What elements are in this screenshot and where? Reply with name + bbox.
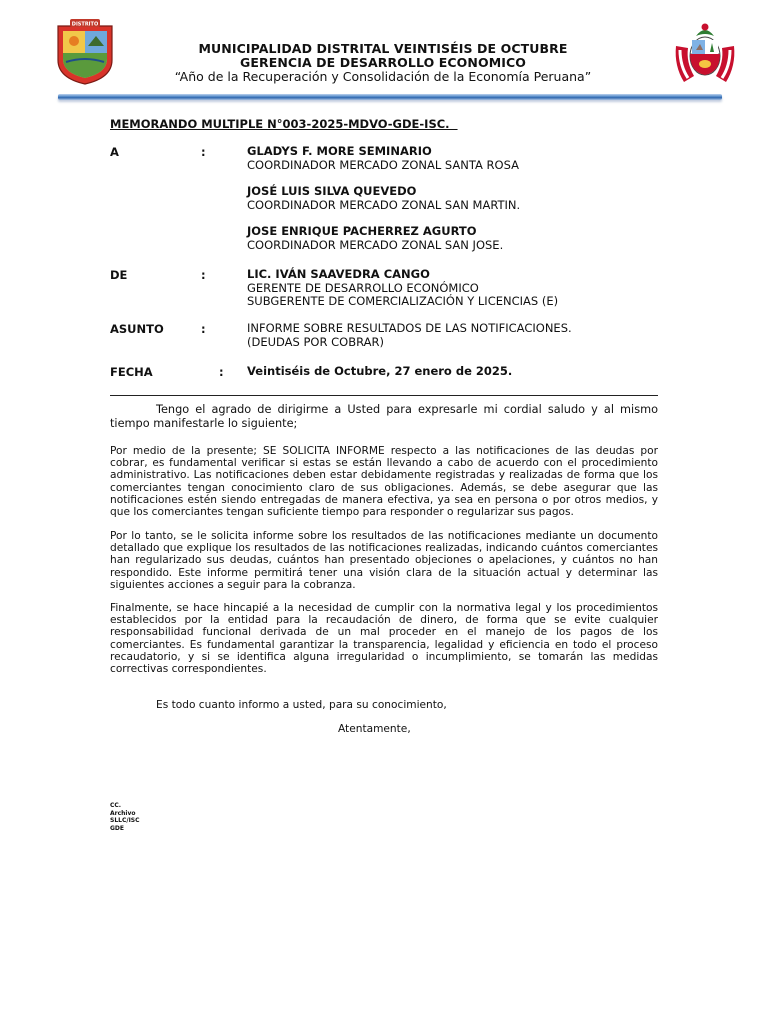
cc-line: CC. xyxy=(110,802,122,809)
sender-role-2: SUBGERENTE DE COMERCIALIZACIÓN Y LICENCIAS (E) xyxy=(247,294,559,308)
recipient-role: COORDINADOR MERCADO ZONAL SAN MARTIN. xyxy=(247,197,521,212)
date-label: FECHA xyxy=(110,365,153,379)
body-paragraph-2: Por lo tanto, se le solicita informe sobre los resultados de las notificaciones mediante un documento detallado que explique los resultados de las notificaciones realizadas, indicando cuántos comerciantes han regularizado sus deudas, cuántos han presentado objeciones o apelaciones, y cuántos no han respondido. Este informe permitirá tener una visión clara de la situación actual y determinar las siguientes acciones a seguir para la cobranza. xyxy=(110,530,658,591)
subject-line-2: (DEUDAS POR COBRAR) xyxy=(247,334,384,349)
to-label: A xyxy=(110,145,119,159)
organization-name: MUNICIPALIDAD DISTRITAL VEINTISÉIS DE OCTUBRE xyxy=(198,41,568,56)
subject-label: ASUNTO xyxy=(110,322,164,336)
from-colon: : xyxy=(201,268,206,282)
peru-coat-of-arms-icon xyxy=(672,16,738,88)
logo-label: DISTRITO xyxy=(71,21,99,28)
cc-line: GDE xyxy=(110,824,125,832)
year-motto: “Año de la Recuperación y Consolidación de la Economía Peruana” xyxy=(174,69,592,84)
subject-colon: : xyxy=(201,322,206,336)
header-divider-bar xyxy=(58,94,722,100)
signoff: Atentamente, xyxy=(338,723,411,735)
section-divider xyxy=(110,395,658,396)
recipient-1 xyxy=(247,145,519,172)
body-paragraph-1: Por medio de la presente; SE SOLICITA INFORME respecto a las notificaciones de las deudas por cobrar, es fundamental verificar si estas se están llevando a cabo de acuerdo con el procedimiento administrativo. Las notificaciones deben estar debidamente registradas y realizadas de forma que los comerciantes tengan conocimiento claro de sus obligaciones. Además, se debe asegurar que las notificaciones estén siendo entregadas de manera efectiva, ya sea en persona o por otros medios, y que los comerciantes tengan suficiente tiempo para responder o regularizar sus pagos. xyxy=(110,445,658,519)
sender-role-1: GERENTE DE DESARROLLO ECONÓMICO xyxy=(247,280,479,295)
closing-line: Es todo cuanto informo a usted, para su conocimiento, xyxy=(156,699,447,711)
letterhead xyxy=(140,42,626,84)
recipient-role: COORDINADOR MERCADO ZONAL SAN JOSE. xyxy=(247,237,504,252)
intro-paragraph: Tengo el agrado de dirigirme a Usted para expresarle mi cordial saludo y al mismo tiempo manifestarle lo siguiente; xyxy=(110,403,658,430)
cc-line: SLLC/ISC xyxy=(110,817,140,824)
carbon-copy-list xyxy=(110,802,140,832)
department-name: GERENCIA DE DESARROLLO ECONOMICO xyxy=(240,55,526,70)
recipient-3 xyxy=(247,225,503,252)
date-colon: : xyxy=(219,365,224,379)
from-label: DE xyxy=(110,268,128,282)
to-colon: : xyxy=(201,145,206,159)
subject-line-1: INFORME SOBRE RESULTADOS DE LAS NOTIFICACIONES. xyxy=(247,321,572,335)
recipient-2 xyxy=(247,185,520,212)
cc-line: Archivo xyxy=(110,809,136,817)
municipal-coat-of-arms-icon xyxy=(52,16,118,86)
recipient-name: JOSE ENRIQUE PACHERREZ AGURTO xyxy=(247,224,477,238)
memo-title: MEMORANDO MULTIPLE N°003-2025-MDVO-GDE-ISC. xyxy=(110,117,458,131)
body-paragraph-3: Finalmente, se hace hincapié a la necesidad de cumplir con la normativa legal y los procedimientos establecidos por la entidad para la recaudación de dinero, de forma que se evite cualquier responsabilidad funcional derivada de un mal proceder en el manejo de los pagos de los comerciantes. Es fundamental garantizar la transparencia, legalidad y eficiencia en todo el proceso recaudatorio, y si se identifica alguna irregularidad o incumplimiento, se tomarán las medidas correctivas correspondientes. xyxy=(110,602,658,676)
memo-date: Veintiséis de Octubre, 27 enero de 2025. xyxy=(247,364,513,378)
recipient-role: COORDINADOR MERCADO ZONAL SANTA ROSA xyxy=(247,157,519,172)
recipient-name: GLADYS F. MORE SEMINARIO xyxy=(247,144,432,158)
subject-block xyxy=(247,322,572,349)
recipient-name: JOSÉ LUIS SILVA QUEVEDO xyxy=(247,184,417,198)
sender-name: LIC. IVÁN SAAVEDRA CANGO xyxy=(247,267,430,281)
sender-block xyxy=(247,268,558,309)
